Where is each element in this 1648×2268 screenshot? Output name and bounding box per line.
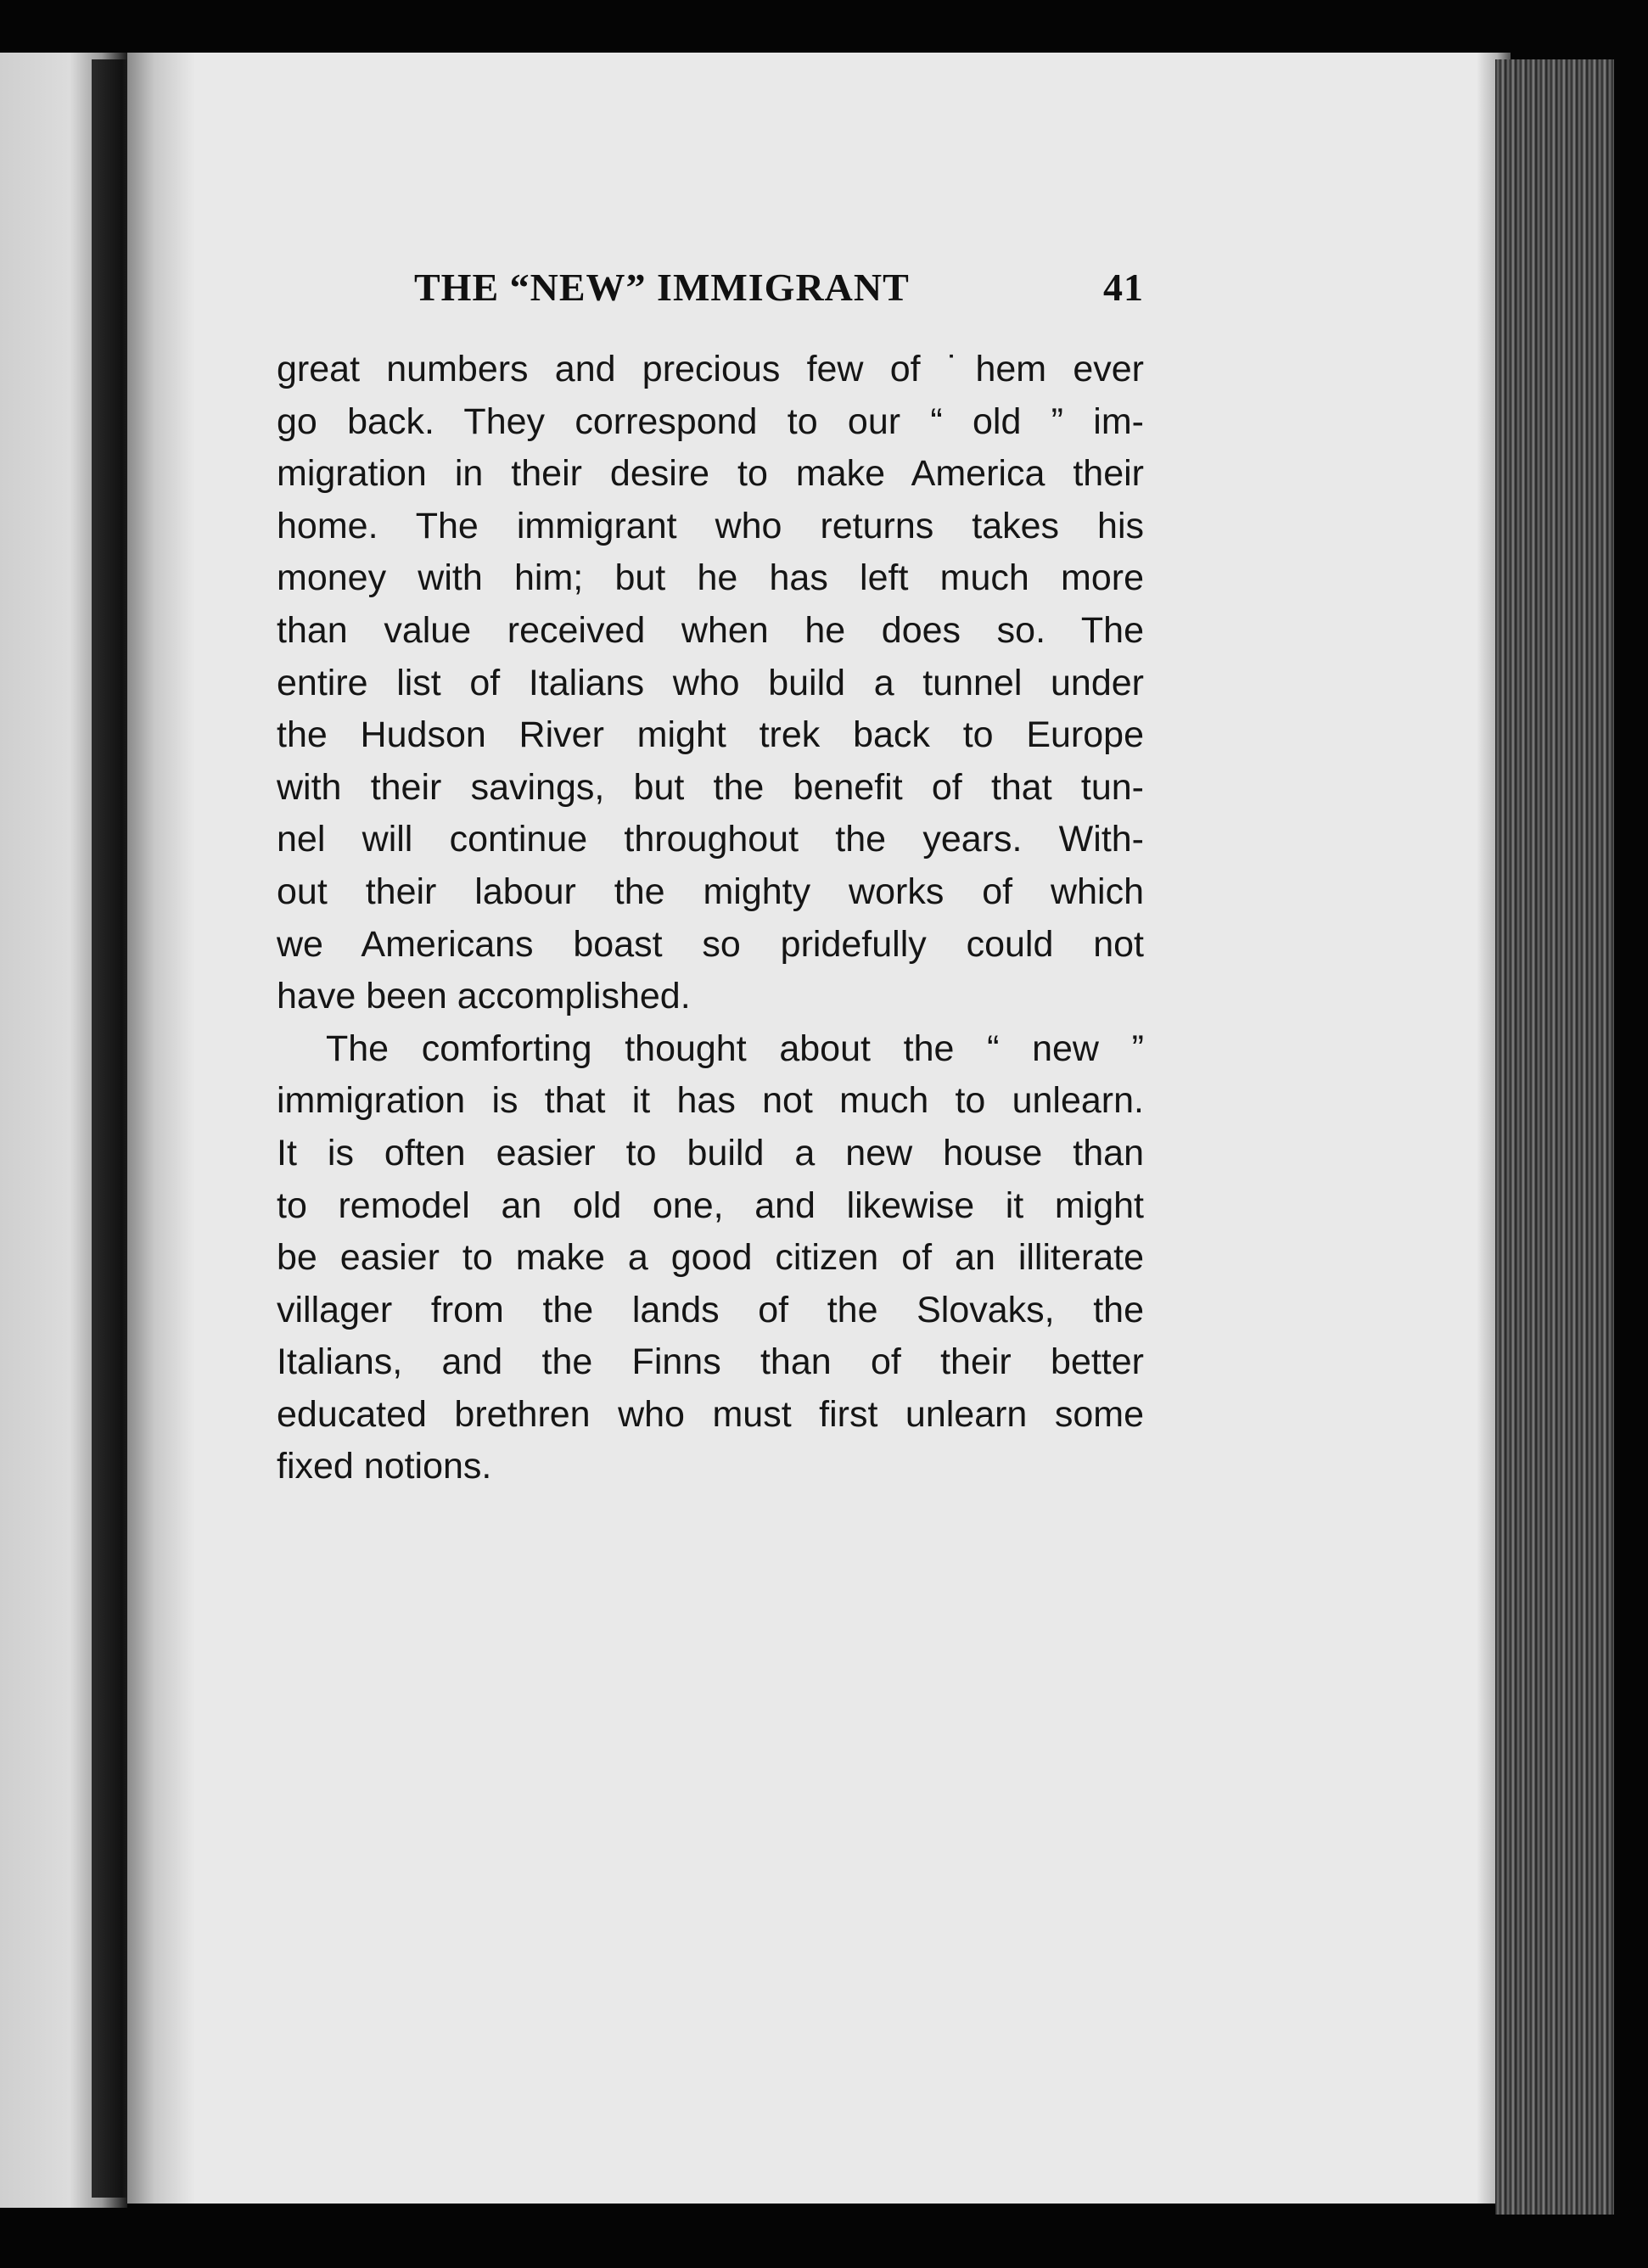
text-line: to remodel an old one, and likewise it might bbox=[277, 1184, 1144, 1226]
text-line: money with him; but he has left much more bbox=[277, 557, 1144, 599]
text-line: entire list of Italians who build a tunnel under bbox=[277, 662, 1144, 703]
running-head-title: THE “NEW” IMMIGRANT bbox=[414, 266, 910, 309]
text-line: It is often easier to build a new house than bbox=[277, 1132, 1144, 1173]
text-line: Italians, and the Finns than of their better bbox=[277, 1341, 1144, 1383]
paragraph-1 bbox=[277, 344, 1144, 1023]
text-line: educated brethren who must first unlearn some bbox=[277, 1393, 1144, 1435]
text-line: The comforting thought about the “ new ” bbox=[326, 1028, 1144, 1069]
text-line: we Americans boast so pridefully could not bbox=[277, 923, 1144, 965]
text-line: great numbers and precious few of ˙hem ever bbox=[277, 349, 1144, 389]
text-line: nel will continue throughout the years. With- bbox=[277, 819, 1144, 860]
page-number: 41 bbox=[1103, 266, 1144, 309]
paragraph-2 bbox=[277, 1023, 1144, 1493]
text-line: out their labour the mighty works of which bbox=[277, 871, 1144, 912]
text-line: have been accomplished. bbox=[277, 976, 691, 1017]
text-line: the Hudson River might trek back to Europe bbox=[277, 714, 1144, 756]
gutter-shadow bbox=[127, 53, 195, 2204]
body-text bbox=[277, 344, 1144, 1493]
running-head bbox=[278, 265, 1144, 316]
text-line: fixed notions. bbox=[277, 1446, 492, 1487]
text-line: home. The immigrant who returns takes his bbox=[277, 505, 1144, 546]
text-line: than value received when he does so. The bbox=[277, 609, 1144, 651]
stacked-page-edges bbox=[1495, 59, 1614, 2215]
text-line: migration in their desire to make America their bbox=[277, 453, 1144, 495]
text-line: go back. They correspond to our “ old ” im- bbox=[277, 400, 1144, 442]
text-line: immigration is that it has not much to unlearn. bbox=[277, 1080, 1144, 1122]
text-line: with their savings, but the benefit of that tun- bbox=[277, 766, 1144, 808]
text-line: villager from the lands of the Slovaks, the bbox=[277, 1289, 1144, 1330]
text-line: be easier to make a good citizen of an illiterate bbox=[277, 1237, 1144, 1279]
